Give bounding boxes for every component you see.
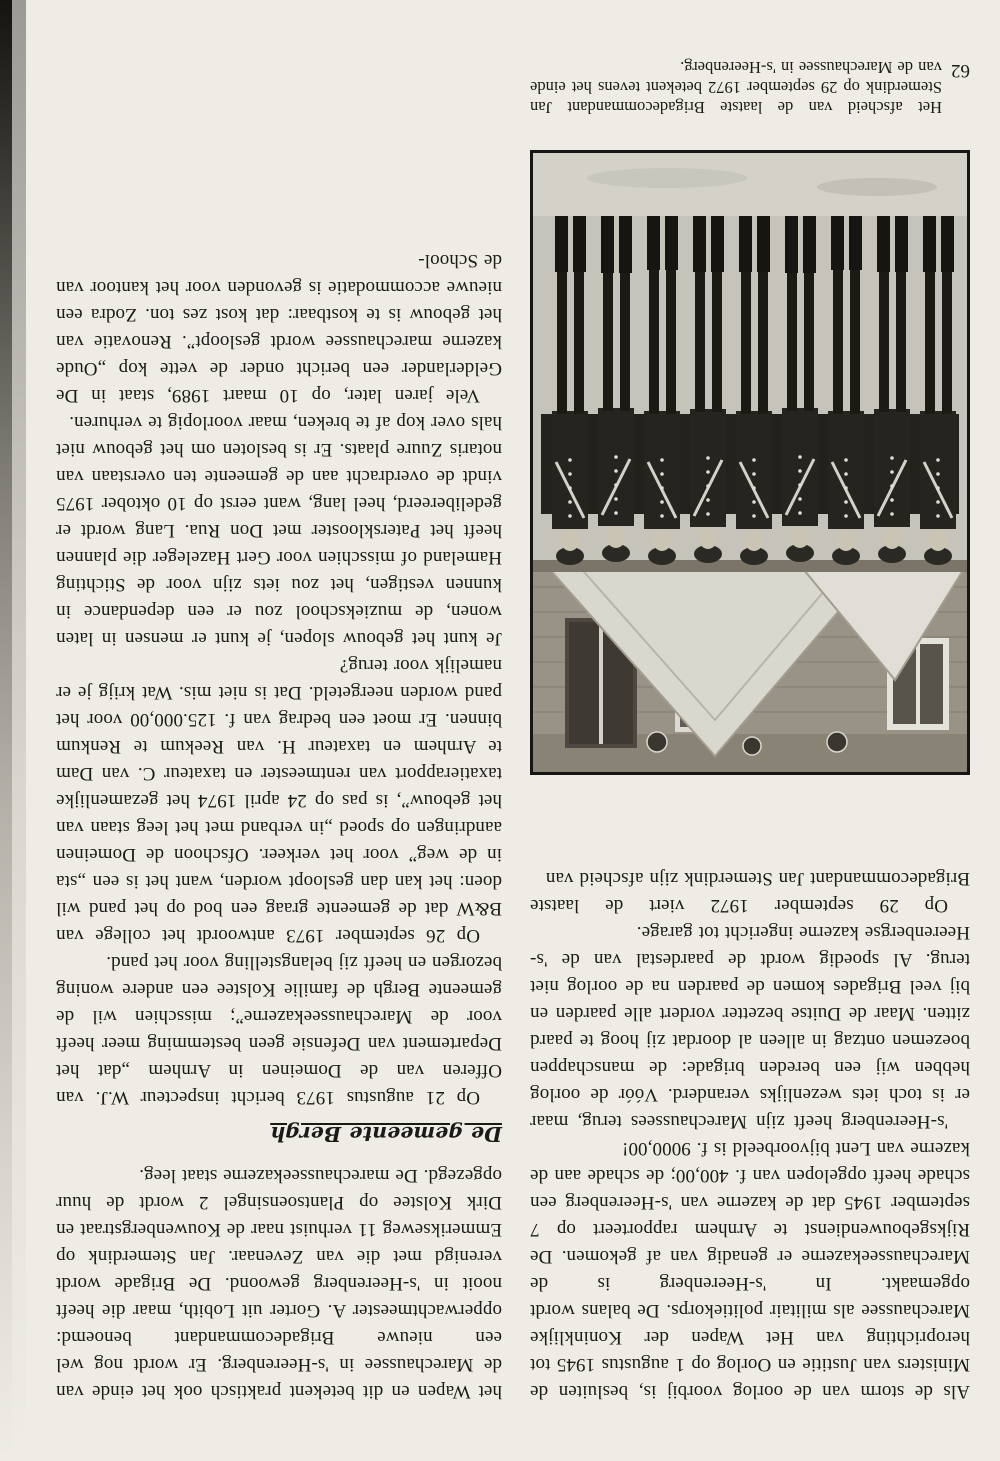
page-number: 62 — [951, 60, 970, 81]
body-paragraph: Op 21 augustus 1973 bericht inspecteur W.J. van Offeren van de Domeinen in Arnhem „dat het Departement van Defensie geen bestemming meer heeft voor de Marechausseekazerne”; misschien wil de gemeente Bergh de familie Kolstee een andere woning bezorgen en heeft zij belangstelling voor het pand. — [56, 952, 502, 1108]
right-column — [56, 247, 502, 1405]
marechaussees-photo-illustration — [533, 153, 967, 772]
body-paragraph: het Wapen en dit betekent praktisch ook het einde van de Marechaussee in 's-Heerenberg. Er wordt nog wel een nieuwe Brigadecommandant benoemd: opperwachtmeester A. Gorter uit Lobith, maar die heeft nooit in 's-Heerenberg gewoond. De Brigade wordt verenigd met die van Zevenaar. Jan Stemerdink op Emmerikseweg 11 verhuist naar de Kouwenbergstraat en Dirk Kolstee op Plantsoensingel 2 wordt de huur opgezegd. De marechausseekazerne staat leeg. — [56, 1165, 502, 1402]
body-paragraph: Op 26 september 1973 antwoordt het college van B&W dat de gemeente graag een bod op het pand wil doen: het kan dan gesloopt worden, want het is een „sta in de weg” voor het verkeer. Ofschoon de Domeinen aandringen op spoed „in verband met het leeg staan van het gebouw”, is pas op 24 april 1974 het gezamenlijke taxatierapport van rentmeester en taxateur C. van Dam te Arnhem en taxateur H. van Reekum te Renkum binnen. Er moet een bedrag van f. 125.000,00 voor het pand worden neergeteld. Dat is niet mis. Wat krijg je er namelijk voor terug? — [56, 655, 502, 946]
body-paragraph: 's-Heerenberg heeft zijn Marechaussees terug, maar er is toch iets wezenlijks veranderd. Vóór de oorlog hebben wij een bereden brigade: de manschappen boezemen ontzag in alleen al doordat zij hoog te paard zitten. Maar de Duitse bezetter vordert alle paarden en bij veel Brigades komen de paarden na de oorlog niet terug. Al spoedig wordt de paardestal van de 's-Heerenbergse kazerne ingericht tot garage. — [530, 922, 970, 1132]
body-paragraph: Vele jaren later, op 10 maart 1989, staat in De Gelderlander een bericht onder de vette kop „Oude kazerne marechaussee wordt gesloopt”. Renovatie van het gebouw is te kostbaar: dat kost zes ton. Zodra een nieuwe accommodatie is gevonden voor het kantoor van de School- — [56, 250, 502, 406]
kazerne-group-photo — [530, 150, 970, 775]
body-paragraph: Als de storm van de oorlog voorbij is, besluiten de Ministers van Justitie en Oorlog op 1 augustus 1945 tot heroprichting van Het Wapen der Koninklijke Marechaussee als militair politiekorps. De balans wordt opgemaakt. In 's-Heerenberg is de Marechausseekazerne er genadig van af gekomen. De Rijksgebouwendienst te Arnhem rapporteert op 7 september 1945 dat de kazerne van 's-Heerenberg een schade heeft opgelopen van f. 400,00; de schade aan de kazerne van Lent bijvoorbeeld is f. 9000,00! — [530, 1138, 970, 1402]
binding-shadow — [0, 0, 12, 1461]
body-paragraph: Op 29 september 1972 viert de laatste Brigadecommandant Jan Stemerdink zijn afscheid van — [530, 868, 970, 916]
left-column — [530, 865, 970, 1405]
photo-caption: Het afscheid van de laatste Brigadecommandant Jan Stemerdink op 29 september 1972 betekent tevens het einde van de Marechaussee in 's-Heerenberg. — [530, 58, 942, 117]
section-heading: De gemeente Bergh — [270, 1122, 502, 1146]
binding-shadow-fade — [12, 0, 26, 1461]
body-paragraph: Je kunt het gebouw slopen, je kunt er mensen in laten wonen, de muziekschool zou er een dependance in kunnen vestigen, het zou iets zijn voor de Stichting Hameland of misschien voor Gert Hazeleger die plannen heeft het Patersklooster met Don Rua. Lang wordt er gedelibereerd, heel lang, want eerst op 10 oktober 1975 vindt de overdracht aan de gemeente ten overstaan van notaris Zuure plaats. Er is besloten om het gebouw niet hals over kop af te breken, maar voorlopig te verhuren. — [56, 412, 502, 649]
